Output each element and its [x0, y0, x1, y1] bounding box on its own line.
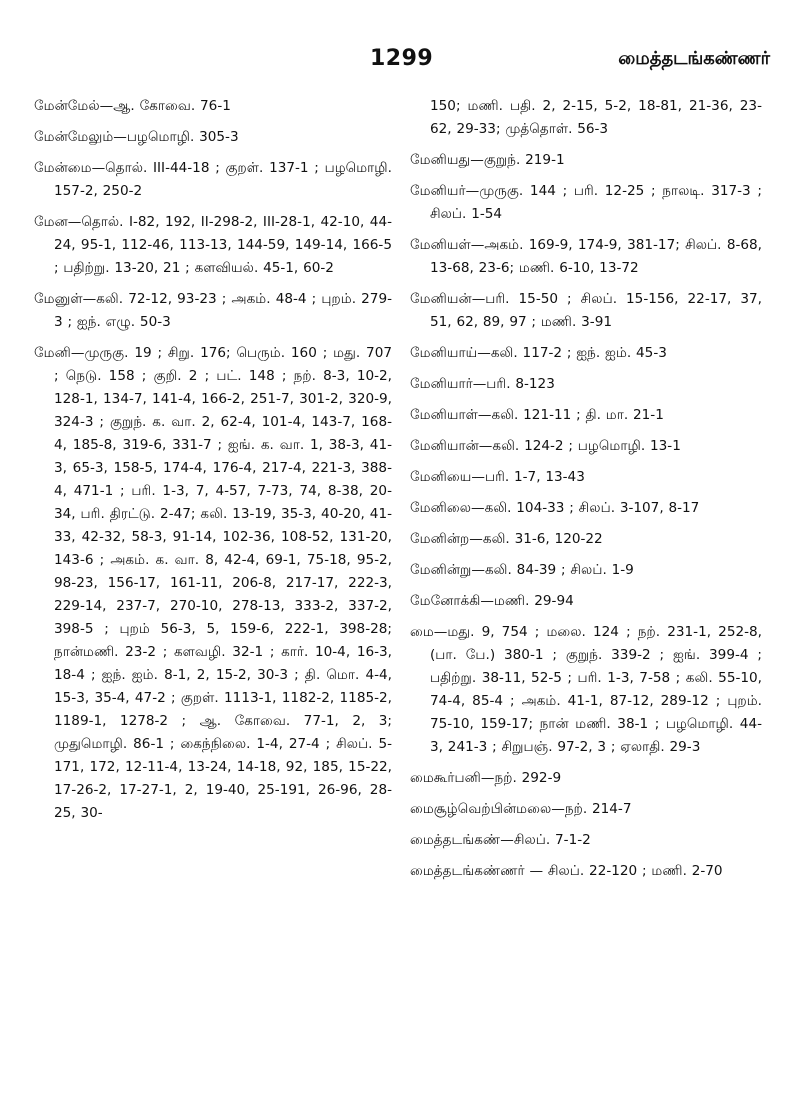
index-entry: மைத்தடங்கண்ணர் — சிலப். 22-120 ; மணி. 2-70 [410, 863, 723, 879]
right-column [410, 95, 762, 891]
index-entry: மேனியன்—பரி. 15-50 ; சிலப். 15-156, 22-17, 37, 51, 62, 89, 97 ; மணி. 3-91 [410, 291, 762, 330]
index-entry: மைசூழ்வெற்பின்மலை—நற். 214-7 [410, 801, 632, 817]
index-entry: மேனியார்—பரி. 8-123 [410, 376, 555, 392]
index-entry: மேனிலை—கலி. 104-33 ; சிலப். 3-107, 8-17 [410, 500, 700, 516]
index-entry-continuation: 150; மணி. பதி. 2, 2-15, 5-2, 18-81, 21-36, 23-62, 29-33; முத்தொள். 56-3 [430, 98, 762, 137]
index-entry: மேன்மை—தொல். III-44-18 ; குறள். 137-1 ; பழமொழி. 157-2, 250-2 [34, 160, 392, 199]
index-entry: மேனோக்கி—மணி. 29-94 [410, 593, 574, 609]
index-entry: மேன்மேலும்—பழமொழி. 305-3 [34, 129, 239, 145]
index-entry: மேன்மேல்—ஆ. கோவை. 76-1 [34, 98, 231, 114]
index-entry: மேனின்று—கலி. 84-39 ; சிலப். 1-9 [410, 562, 634, 578]
index-entry: மேனுள்—கலி. 72-12, 93-23 ; அகம். 48-4 ; புறம். 279-3 ; ஐந். எழு. 50-3 [34, 291, 392, 330]
page-number: 1299 [370, 46, 434, 71]
index-entry: மேனியை—பரி. 1-7, 13-43 [410, 469, 585, 485]
index-entry: மேனியாய்—கலி. 117-2 ; ஐந். ஐம். 45-3 [410, 345, 667, 361]
index-entry: மேனியள்—அகம். 169-9, 174-9, 381-17; சிலப். 8-68, 13-68, 23-6; மணி. 6-10, 13-72 [410, 237, 762, 276]
index-entry: மேனியாள்—கலி. 121-11 ; தி. மா. 21-1 [410, 407, 664, 423]
running-head: மைத்தடங்கண்ணர் [618, 48, 770, 69]
left-column [34, 95, 392, 833]
index-entry: மைத்தடங்கண்—சிலப். 7-1-2 [410, 832, 591, 848]
index-entry: மேனியான்—கலி. 124-2 ; பழமொழி. 13-1 [410, 438, 681, 454]
index-entry: மேனின்ற—கலி. 31-6, 120-22 [410, 531, 603, 547]
index-entry: மேனியர்—முருகு. 144 ; பரி. 12-25 ; நாலடி. 317-3 ; சிலப். 1-54 [410, 183, 762, 222]
index-entry: மேனி—முருகு. 19 ; சிறு. 176; பெரும். 160 ; மது. 707 ; நெடு. 158 ; குறி. 2 ; பட். 148 ; நற். 8-3, 10-2, 128-1, 134-7, 141-4, 166-2, 251-7, 301-2, 320-9, 324-3 ; குறுந். க. வா. 2, 62-4, 101-4, 143-7, 168-4, 185-8, 319-6, 331-7 ; ஐங். க. வா. 1, 38-3, 41-3, 65-3, 158-5, 174-4, 176-4, 217-4, 221-3, 388-4, 471-1 ; பரி. 1-3, 7, 4-57, 7-73, 74, 8-38, 20-34, பரி. திரட்டு. 2-47; கலி. 13-19, 35-3, 40-20, 41-33, 42-32, 58-3, 91-14, 102-36, 108-52, 131-20, 143-6 ; அகம். க. வா. 8, 42-4, 69-1, 75-18, 95-2, 98-23, 156-17, 161-11, 206-8, 217-17, 222-3, 229-14, 237-7, 270-10, 278-13, 333-2, 337-2, 398-5 ; புறம் 56-3, 5, 159-6, 222-1, 398-28; நான்மணி. 23-2 ; களவழி. 32-1 ; கார். 10-4, 16-3, 18-4 ; ஐந். ஐம். 8-1, 2, 15-2, 30-3 ; தி. மொ. 4-4, 15-3, 35-4, 47-2 ; குறள். 1113-1, 1182-2, 1185-2, 1189-1, 1278-2 ; ஆ. கோவை. 77-1, 2, 3; முதுமொழி. 86-1 ; கைந்நிலை. 1-4, 27-4 ; சிலப். 5-171, 172, 12-11-4, 13-24, 14-18, 92, 185, 15-22, 17-26-2, 17-27-1, 2, 19-40, 25-191, 26-96, 28-25, 30- [34, 345, 392, 821]
index-entry: மேன—தொல். I-82, 192, II-298-2, III-28-1, 42-10, 44-24, 95-1, 112-46, 113-13, 144-59, 149-14, 166-5 ; பதிற்று. 13-20, 21 ; களவியல். 45-1, 60-2 [34, 214, 392, 276]
page-header [30, 46, 770, 80]
index-entry: மேனியது—குறுந். 219-1 [410, 152, 565, 168]
index-entry: மைகூர்பனி—நற். 292-9 [410, 770, 562, 786]
index-entry: மை—மது. 9, 754 ; மலை. 124 ; நற். 231-1, 252-8, (பா. பே.) 380-1 ; குறுந். 339-2 ; ஐங். 399-4 ; பதிற்று. 38-11, 52-5 ; பரி. 1-3, 7-58 ; கலி. 55-10, 74-4, 85-4 ; அகம். 41-1, 87-12, 289-12 ; புறம். 75-10, 159-17; நான் மணி. 38-1 ; பழமொழி. 44-3, 241-3 ; சிறுபஞ். 97-2, 3 ; ஏலாதி. 29-3 [410, 624, 762, 755]
